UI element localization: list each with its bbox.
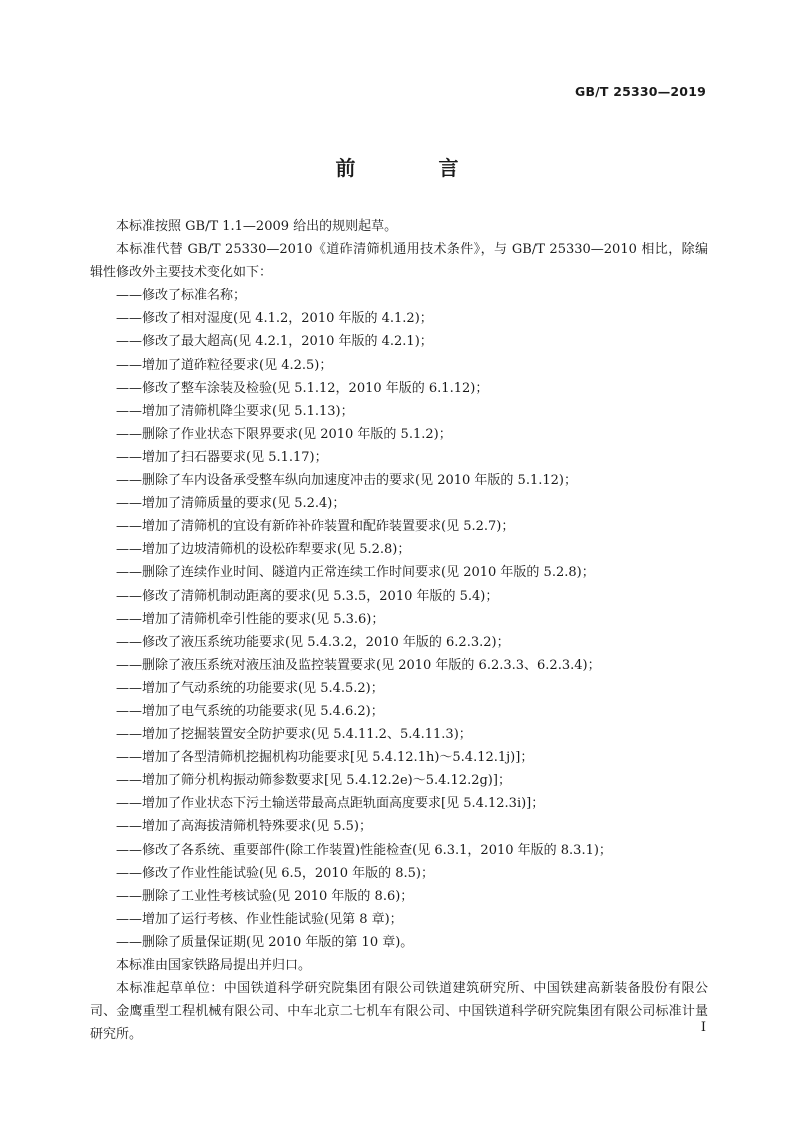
document-code: GB/T 25330—2019 <box>574 84 706 99</box>
change-item: ——增加了清筛机的宜设有新砟补砟装置和配砟装置要求(见 5.2.7)； <box>116 519 515 535</box>
change-item: ——修改了整车涂装及检验(见 5.1.12，2010 年版的 6.1.12)； <box>116 380 489 396</box>
change-item: ——修改了最大超高(见 4.2.1，2010 年版的 4.2.1)； <box>116 334 433 350</box>
change-item: ——修改了清筛机制动距离的要求(见 5.3.5，2010 年版的 5.4)； <box>116 588 499 604</box>
change-item: ——增加了运行考核、作业性能试验(见第 8 章)； <box>116 911 403 927</box>
change-item: ——增加了清筛机牵引性能的要求(见 5.3.6)； <box>116 611 385 627</box>
change-item: ——增加了清筛机降尘要求(见 5.1.13)； <box>116 403 354 419</box>
change-item: ——删除了工业性考核试验(见 2010 年版的 8.6)； <box>116 888 414 904</box>
change-item: ——增加了筛分机构振动筛参数要求[见 5.4.12.2e)～5.4.12.2g)]； <box>116 773 511 789</box>
change-item: ——删除了质量保证期(见 2010 年版的第 10 章)。 <box>116 934 414 950</box>
change-item: ——增加了道砟粒径要求(见 4.2.5)； <box>116 357 333 373</box>
change-list <box>90 284 708 954</box>
intro-paragraph-2: 本标准代替 GB/T 25330—2010《道砟清筛机通用技术条件》，与 GB/T 25330—2010 相比，除编辑性修改外主要技术变化如下： <box>90 242 708 281</box>
change-item: ——增加了高海拔清筛机特殊要求(见 5.5)； <box>116 819 372 835</box>
change-item: ——增加了电气系统的功能要求(见 5.4.6.2)； <box>116 703 384 719</box>
foreword-body <box>90 215 708 1046</box>
change-item: ——增加了各型清筛机挖掘机构功能要求[见 5.4.12.1h)～5.4.12.1j)]； <box>116 750 534 766</box>
change-item: ——修改了各系统、重要部件(除工作装置)性能检查(见 6.3.1，2010 年版的 8.3.1)； <box>116 842 612 858</box>
change-item: ——修改了相对湿度(见 4.1.2，2010 年版的 4.1.2)； <box>116 311 433 327</box>
change-item: ——修改了作业性能试验(见 6.5，2010 年版的 8.5)； <box>116 865 434 881</box>
change-item: ——增加了扫石器要求(见 5.1.17)； <box>116 449 328 465</box>
intro-paragraph-1: 本标准按照 GB/T 1.1—2009 给出的规则起草。 <box>116 219 398 234</box>
change-item: ——删除了连续作业时间、隧道内正常连续工作时间要求(见 2010 年版的 5.2.8)； <box>116 565 595 581</box>
page-number: I <box>700 1020 706 1035</box>
closing-paragraph-1: 本标准由国家铁路局提出并归口。 <box>116 958 312 973</box>
change-item: ——增加了作业状态下污土输送带最高点距轨面高度要求[见 5.4.12.3i)]； <box>116 796 545 812</box>
change-item: ——增加了边坡清筛机的设松砟犁要求(见 5.2.8)； <box>116 542 411 558</box>
change-item: ——删除了车内设备承受整车纵向加速度冲击的要求(见 2010 年版的 5.1.12)； <box>116 473 577 489</box>
change-item: ——修改了液压系统功能要求(见 5.4.3.2，2010 年版的 6.2.3.2)； <box>116 634 510 650</box>
change-item: ——修改了标准名称； <box>116 288 247 304</box>
page-title: 前 言 <box>335 156 497 180</box>
change-item: ——增加了清筛质量的要求(见 5.2.4)； <box>116 496 346 512</box>
closing-paragraph-2: 本标准起草单位：中国铁道科学研究院集团有限公司铁道建筑研究所、中国铁建高新装备股份有限公司、金鹰重型工程机械有限公司、中车北京二七机车有限公司、中国铁道科学研究院集团有限公司标准计量研究所。 <box>90 981 708 1043</box>
change-item: ——增加了挖掘装置安全防护要求(见 5.4.11.2、5.4.11.3)； <box>116 727 472 743</box>
change-item: ——删除了作业状态下限界要求(见 2010 年版的 5.1.2)； <box>116 426 452 442</box>
change-item: ——删除了液压系统对液压油及监控装置要求(见 2010 年版的 6.2.3.3、6.2.3.4)； <box>116 657 601 673</box>
change-item: ——增加了气动系统的功能要求(见 5.4.5.2)； <box>116 680 384 696</box>
